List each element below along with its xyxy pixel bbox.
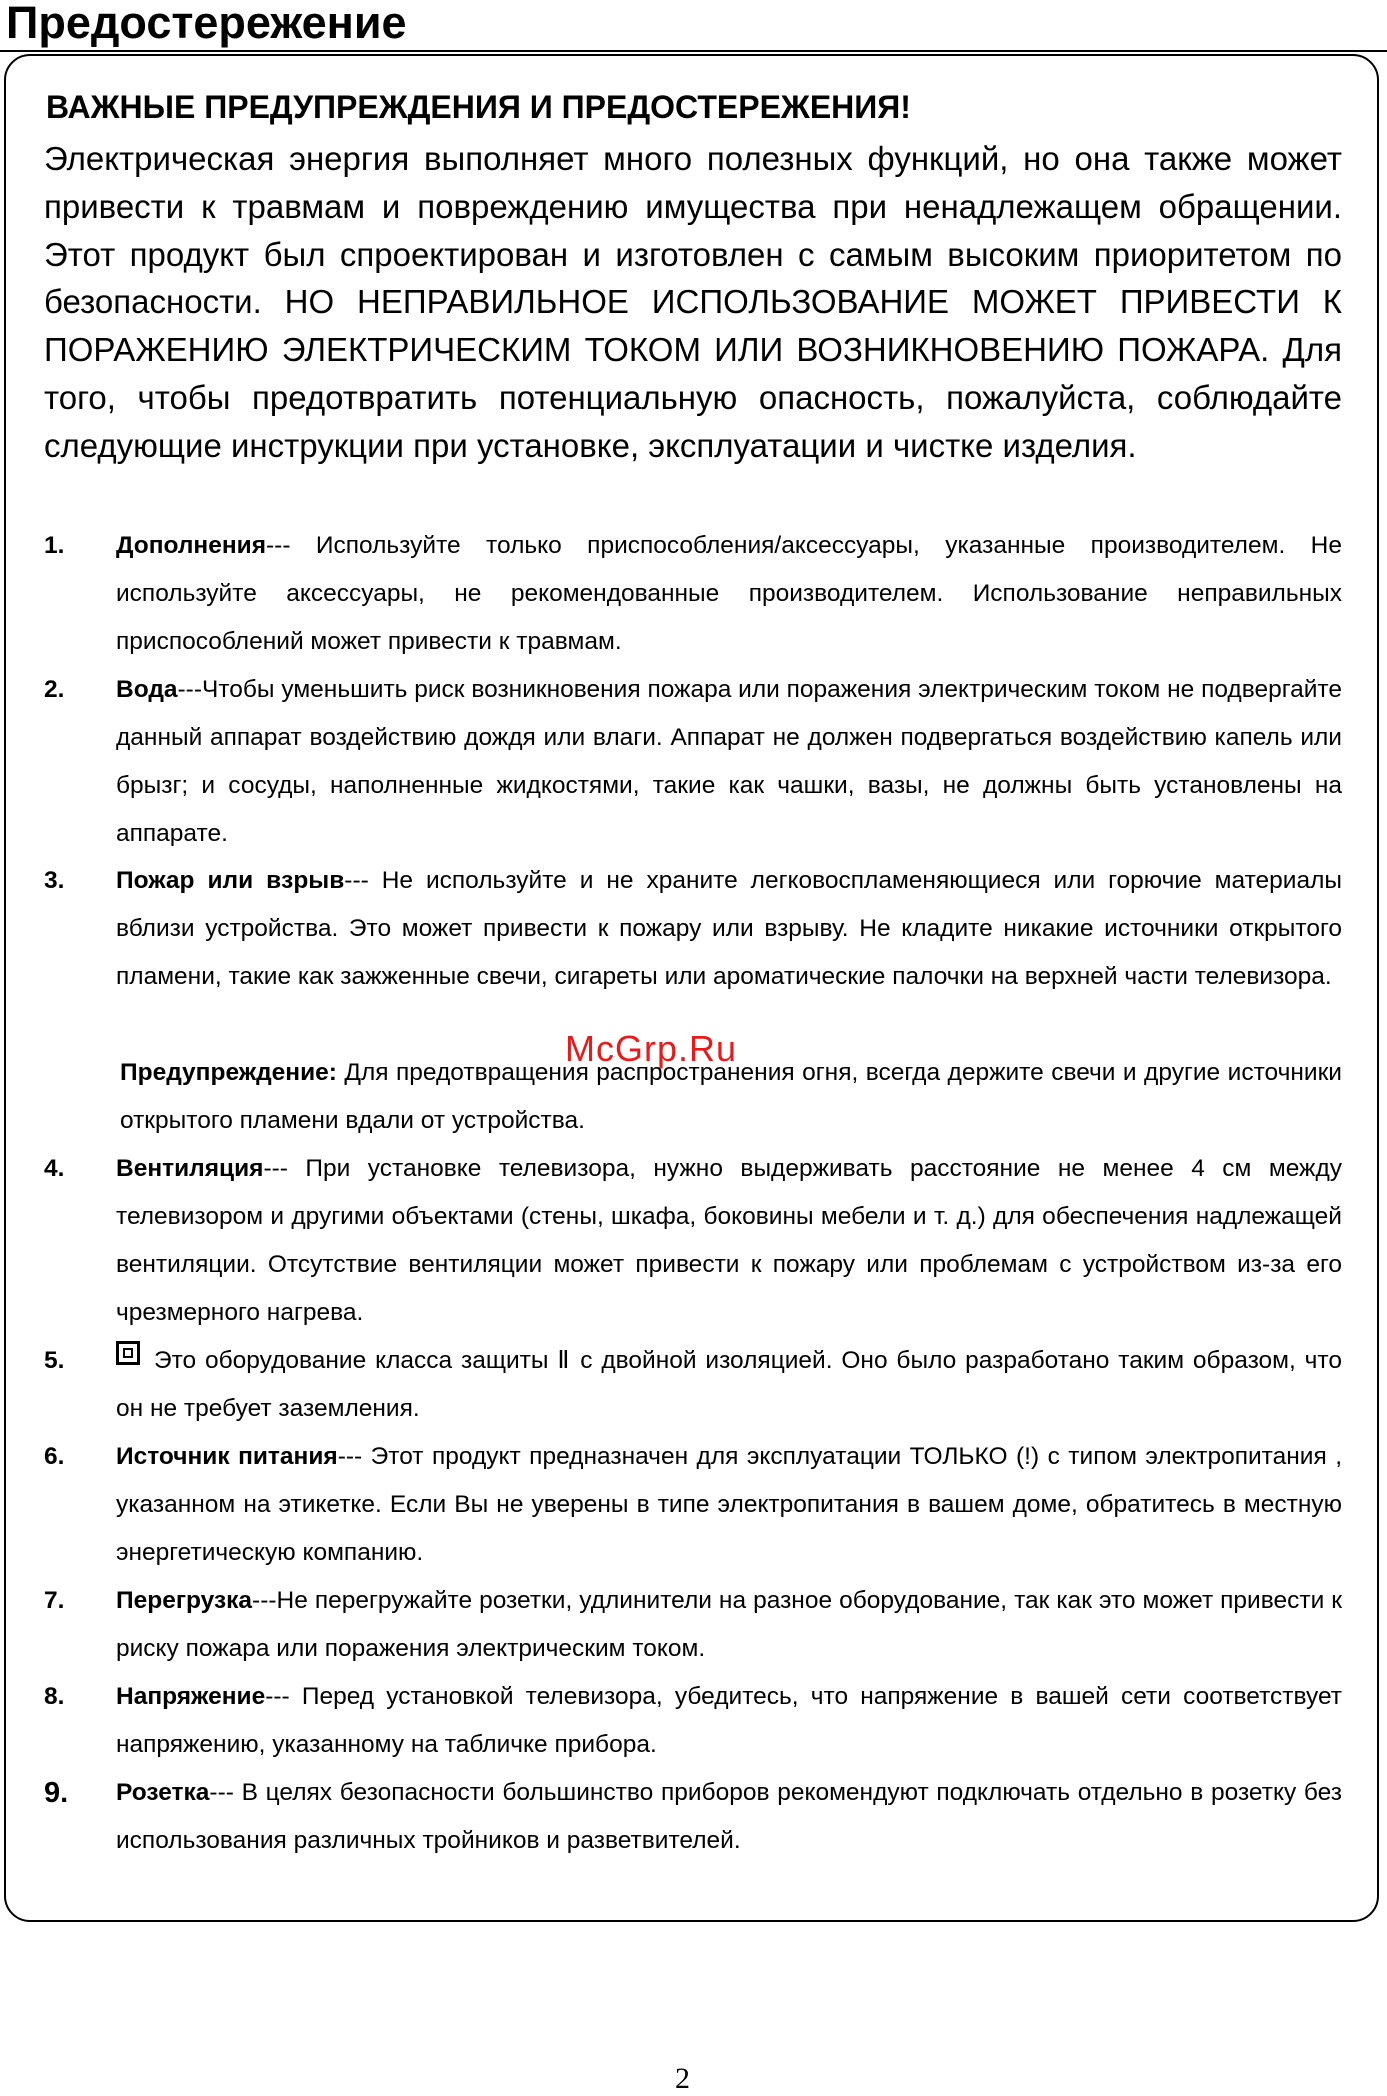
item-term: Розетка xyxy=(116,1779,210,1806)
item-term: Вода xyxy=(116,676,178,703)
item-text: --- В целях безопасности большинство приборов рекомендуют подключать отдельно в розетку без использования различных тройников и разветвителей. xyxy=(116,1779,1342,1854)
double-insulation-icon xyxy=(116,1341,140,1365)
page-title: Предостережение xyxy=(6,0,407,48)
item-number: 7. xyxy=(44,1587,65,1614)
item-text: --- Этот продукт предназначен для эксплуатации ТОЛЬКО (!) с типом электропитания , указанном на этикетке. Если Вы не уверены в типе электропитания в вашем доме, обратитесь в местную энергетическую компанию. xyxy=(116,1443,1343,1566)
item-text: --- При установке телевизора, нужно выдерживать расстояние не менее 4 см между телевизором и другими объектами (стены, шкафа, боковины мебели и т. д.) для обеспечения надлежащей вентиляции. Отсутствие вентиляции может привести к пожару или проблемам с устройством из-за его чрезмерного нагрева. xyxy=(116,1155,1342,1326)
list-item-accessories xyxy=(44,522,1342,666)
item-term: Пожар или взрыв xyxy=(116,867,345,894)
list-item-overload xyxy=(44,1577,1342,1673)
item-text: ---Чтобы уменьшить риск возникновения пожара или поражения электрическим током не подвергайте данный аппарат воздействию дождя или влаги. Аппарат не должен подвергаться воздействию капель или брызг; и сосуды, наполненные жидкостями, такие как чашки, вазы, не должны быть установлены на аппарате. xyxy=(116,676,1342,847)
item-text: Это оборудование класса защиты Ⅱ с двойной изоляцией. Оно было разработано таким образом, что он не требует заземления. xyxy=(116,1347,1342,1422)
warnings-heading: ВАЖНЫЕ ПРЕДУПРЕЖДЕНИЯ И ПРЕДОСТЕРЕЖЕНИЯ! xyxy=(46,89,911,125)
title-divider xyxy=(0,50,1387,52)
item-number: 1. xyxy=(44,532,65,559)
list-item-ventilation xyxy=(44,1145,1342,1337)
list-item-water xyxy=(44,666,1342,858)
item-number: 5. xyxy=(44,1347,65,1374)
list-item-voltage xyxy=(44,1673,1342,1769)
item-term: Источник питания xyxy=(116,1443,338,1470)
item-number: 8. xyxy=(44,1683,65,1710)
list-item-power-source xyxy=(44,1433,1342,1577)
item-term: Перегрузка xyxy=(116,1587,253,1614)
list-item-fire xyxy=(44,857,1342,1001)
item-term: Вентиляция xyxy=(116,1155,264,1182)
item-term: Дополнения xyxy=(116,532,267,559)
intro-paragraph: Электрическая энергия выполняет много полезных функций, но она также может привести к травмам и повреждению имущества при ненадлежащем обращении. Этот продукт был спроектирован и изготовлен с самым высоким приоритетом по безопасности. НО НЕПРАВИЛЬНОЕ ИСПОЛЬЗОВАНИЕ МОЖЕТ ПРИВЕСТИ К ПОРАЖЕНИЮ ЭЛЕКТРИЧЕСКИМ ТОКОМ ИЛИ ВОЗНИКНОВЕНИЮ ПОЖАРА. Для того, чтобы предотвратить потенциальную опасность, пожалуйста, соблюдайте следующие инструкции при установке, эксплуатации и чистке изделия. xyxy=(44,140,1342,464)
warning-text: Для предотвращения распространения огня, всегда держите свечи и другие источники открытого пламени вдали от устройства. xyxy=(120,1059,1342,1134)
item-number: 6. xyxy=(44,1443,65,1470)
item-text: --- Используйте только приспособления/аксессуары, указанные производителем. Не используйте аксессуары, не рекомендованные производителем. Использование неправильных приспособлений может привести к травмам. xyxy=(116,532,1342,655)
item-text: ---Не перегружайте розетки, удлинители на разное оборудование, так как это может привести к риску пожара или поражения электрическим током. xyxy=(116,1587,1342,1662)
item-text: --- Перед установкой телевизора, убедитесь, что напряжение в вашей сети соответствует напряжению, указанному на табличке прибора. xyxy=(116,1683,1342,1758)
item-number: 3. xyxy=(44,867,65,894)
item-number: 4. xyxy=(44,1155,65,1182)
item-number: 9. xyxy=(44,1777,69,1809)
item-text: --- Не используйте и не храните легковоспламеняющиеся или горючие материалы вблизи устройства. Это может привести к пожару или взрыву. Не кладите никакие источники открытого пламени, такие как зажженные свечи, сигареты или ароматические палочки на верхней части телевизора. xyxy=(116,867,1342,990)
watermark: McGrp.Ru xyxy=(565,1028,738,1069)
page-number: 2 xyxy=(675,2062,690,2095)
item-number: 2. xyxy=(44,676,65,703)
list-item-double-insulation xyxy=(44,1337,1342,1433)
item-term: Напряжение xyxy=(116,1683,266,1710)
warning-term: Предупреждение: xyxy=(120,1059,337,1086)
list-item-outlet xyxy=(44,1769,1342,1865)
